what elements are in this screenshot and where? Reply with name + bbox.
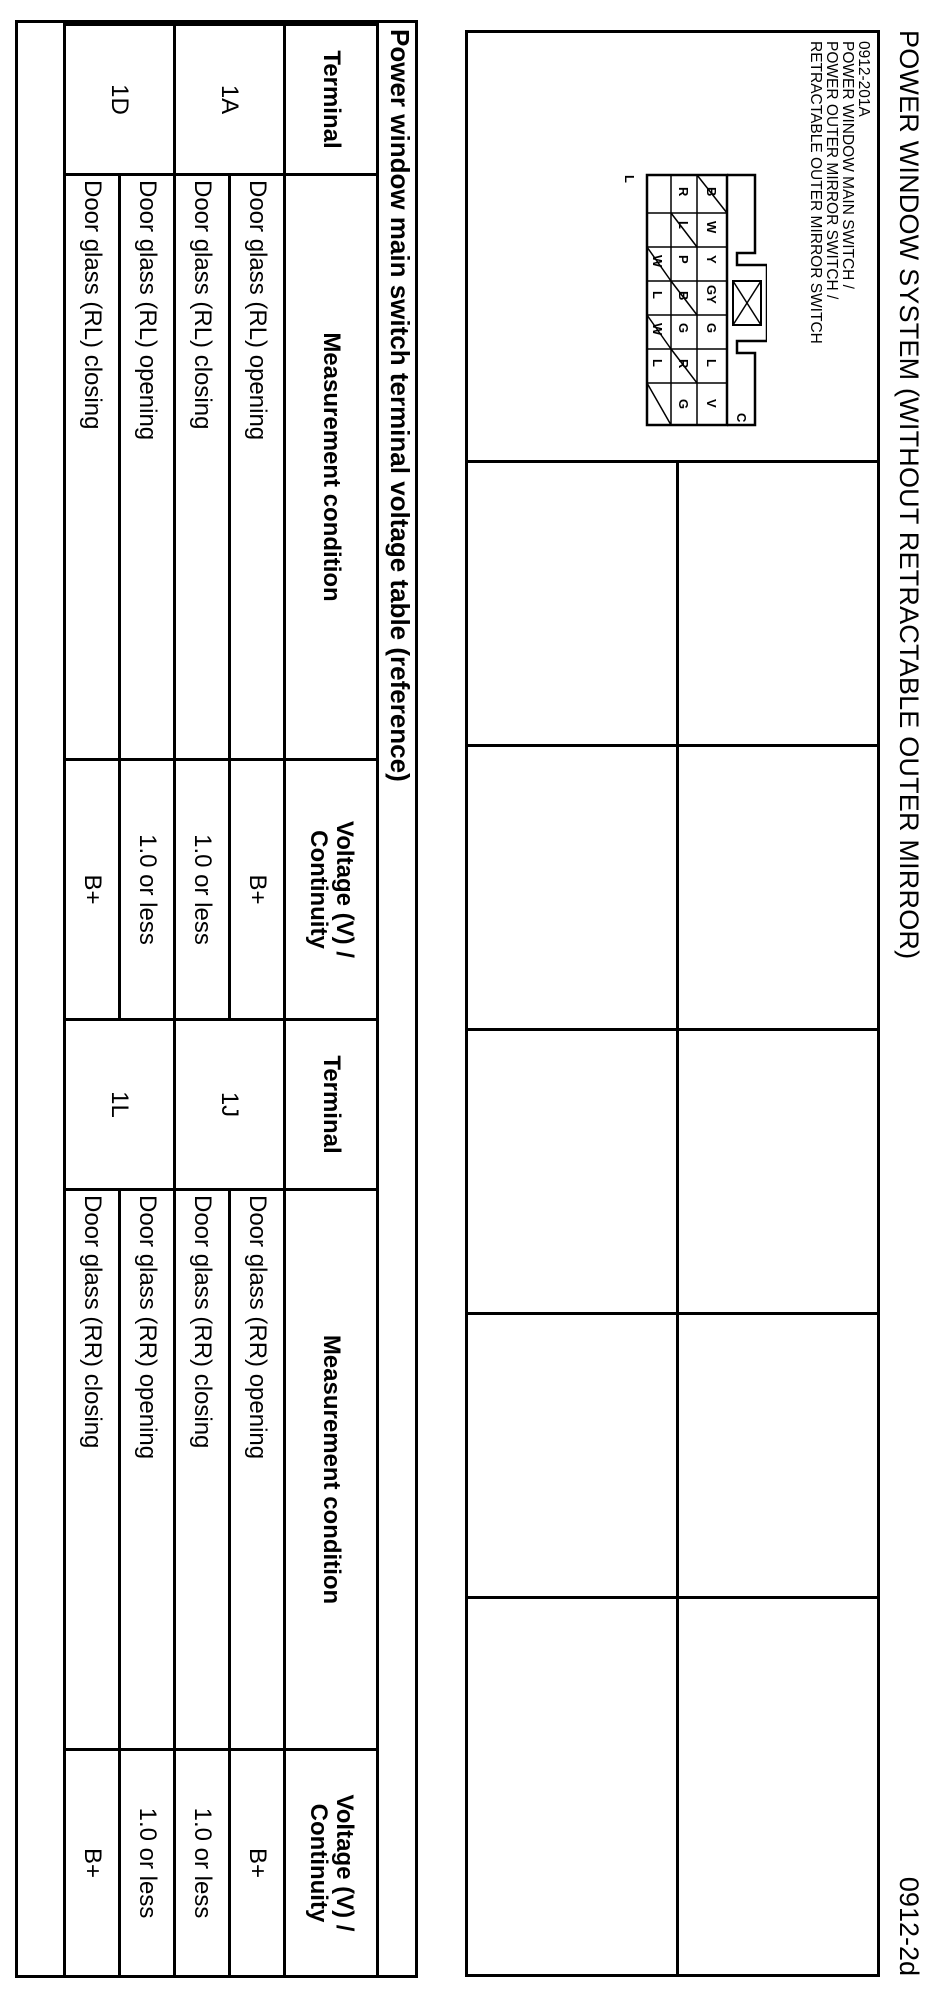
condition-cell: Door glass (RR) opening	[230, 1190, 285, 1750]
empty-cell	[468, 747, 877, 1031]
table-row	[65, 25, 120, 1977]
pin-bot-4: L	[650, 291, 665, 299]
pin-mid-6: R	[676, 359, 691, 369]
pin-top-3: Y	[704, 255, 719, 264]
connector-label	[807, 41, 871, 344]
pin-bot-5: W	[650, 323, 665, 336]
value-cell: 1.0 or less	[175, 1750, 230, 1977]
pin-bot-3: W	[650, 255, 665, 268]
pin-top-7: V	[704, 399, 719, 408]
condition-cell: Door glass (RR) closing	[65, 1190, 120, 1750]
table-row	[230, 25, 285, 1977]
value-cell: 1.0 or less	[120, 760, 175, 1020]
value-cell: 1.0 or less	[120, 1750, 175, 1977]
diagram-divider	[676, 463, 679, 1974]
table-title: Power window main switch terminal voltage table (reference)	[385, 29, 415, 782]
connector-diagram-box	[465, 30, 880, 1977]
voltage-table	[63, 23, 379, 1978]
value-cell: B+	[230, 760, 285, 1020]
pin-mid-5: G	[676, 323, 691, 334]
value-cell: B+	[230, 1750, 285, 1977]
empty-cell	[468, 463, 877, 747]
condition-cell: Door glass (RR) opening	[120, 1190, 175, 1750]
condition-cell: Door glass (RL) opening	[230, 175, 285, 760]
empty-cell	[468, 1031, 877, 1315]
pin-mid-3: P	[676, 255, 691, 264]
pin-mid-2: L	[676, 221, 691, 229]
condition-cell: Door glass (RR) closing	[175, 1190, 230, 1750]
pin-top-5: G	[704, 323, 719, 334]
terminal-cell: 1L	[65, 1020, 175, 1190]
header-terminal: Terminal	[285, 1020, 378, 1190]
connector-label-c: C	[734, 413, 749, 423]
value-cell: B+	[65, 1750, 120, 1977]
connector-line-2: POWER OUTER MIRROR SWITCH /	[823, 41, 840, 300]
connector-line-1: POWER WINDOW MAIN SWITCH /	[839, 41, 856, 289]
connector-label-l: L	[622, 175, 637, 183]
connector-icon	[617, 173, 767, 433]
pin-mid-4: B	[676, 291, 691, 301]
pin-top-1: B	[704, 187, 719, 197]
header-voltage: Voltage (V) / Continuity	[285, 1750, 378, 1977]
header-terminal: Terminal	[285, 25, 378, 175]
voltage-table-section	[15, 20, 418, 1978]
connector-cell	[468, 33, 877, 463]
terminal-cell: 1J	[175, 1020, 285, 1190]
pin-mid-1: R	[676, 187, 691, 197]
empty-cell	[468, 1599, 877, 1974]
table-row	[175, 25, 230, 1977]
pin-top-6: L	[704, 359, 719, 367]
page-title: POWER WINDOW SYSTEM (WITHOUT RETRACTABLE OUTER MIRROR)	[894, 30, 924, 960]
terminal-cell: 1A	[175, 25, 285, 175]
pin-top-2: W	[704, 221, 719, 234]
condition-cell: Door glass (RL) closing	[175, 175, 230, 760]
condition-cell: Door glass (RL) closing	[65, 175, 120, 760]
connector-id: 0912-201A	[855, 41, 872, 117]
terminal-cell: 1D	[65, 25, 175, 175]
empty-cell	[468, 1315, 877, 1599]
header-measurement: Measurement condition	[285, 175, 378, 760]
pin-top-4: GY	[704, 285, 719, 304]
value-cell: 1.0 or less	[175, 760, 230, 1020]
header-voltage: Voltage (V) / Continuity	[285, 760, 378, 1020]
table-header-row	[285, 25, 378, 1977]
table-row	[120, 25, 175, 1977]
pin-mid-7: G	[676, 399, 691, 410]
pin-bot-6: L	[650, 359, 665, 367]
page-code: 0912-2d	[894, 1876, 924, 1976]
condition-cell: Door glass (RL) opening	[120, 175, 175, 760]
header-measurement: Measurement condition	[285, 1190, 378, 1750]
value-cell: B+	[65, 760, 120, 1020]
connector-line-3: RETRACTABLE OUTER MIRROR SWITCH	[807, 41, 824, 344]
